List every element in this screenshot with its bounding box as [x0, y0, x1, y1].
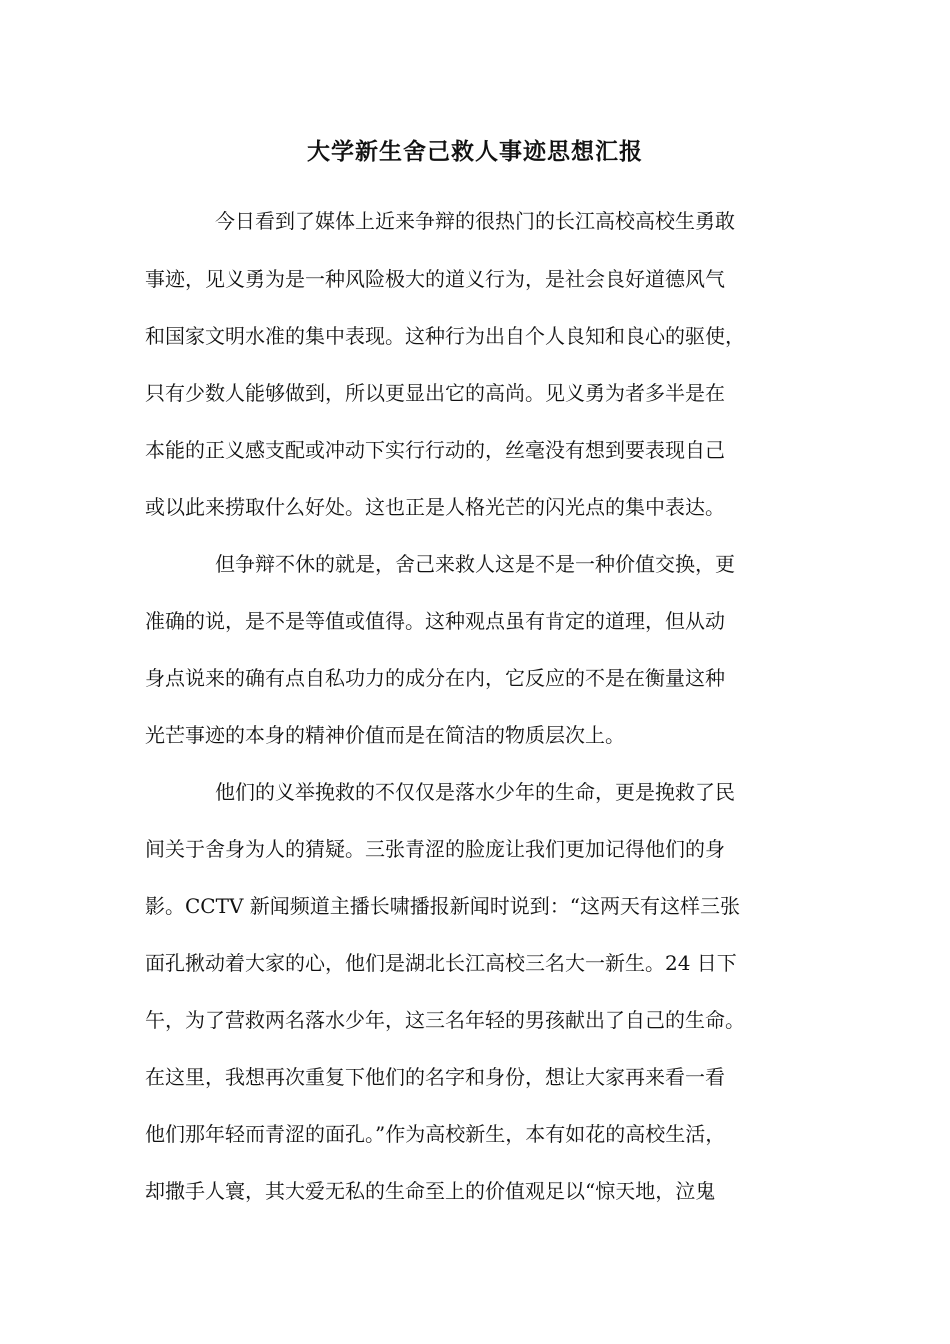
paragraph-line: 却撒手人寰，其大爱无私的生命至上的价值观足以“惊天地，泣鬼 — [145, 1179, 716, 1203]
paragraph-line: 只有少数人能够做到，所以更显出它的高尚。见义勇为者多半是在 — [145, 381, 725, 405]
paragraph-line: 或以此来捞取什么好处。这也正是人格光芒的闪光点的集中表达。 — [145, 495, 725, 519]
paragraph-line: 间关于舍身为人的猜疑。三张青涩的脸庞让我们更加记得他们的身 — [145, 837, 725, 861]
paragraph-line: 光芒事迹的本身的精神价值而是在简洁的物质层次上。 — [145, 723, 625, 747]
paragraph-line: 影。CCTV 新闻频道主播长啸播报新闻时说到：“这两天有这样三张 — [145, 894, 740, 918]
paragraph-line: 和国家文明水准的集中表现。这种行为出自个人良知和良心的驱使， — [145, 324, 745, 348]
paragraph-line: 面孔揪动着大家的心，他们是湖北长江高校三名大一新生。24 日下 — [145, 951, 737, 975]
paragraph-line: 但争辩不休的就是，舍己来救人这是不是一种价值交换，更 — [215, 552, 735, 576]
paragraph-line: 本能的正义感支配或冲动下实行行动的，丝毫没有想到要表现自己 — [145, 438, 725, 462]
paragraph-line: 身点说来的确有点自私功力的成分在内，它反应的不是在衡量这种 — [145, 666, 725, 690]
paragraph-line: 今日看到了媒体上近来争辩的很热门的长江高校高校生勇敢 — [215, 209, 735, 233]
paragraph-line: 事迹，见义勇为是一种风险极大的道义行为，是社会良好道德风气 — [145, 267, 725, 291]
document-title: 大学新生舍己救人事迹思想汇报 — [307, 138, 643, 165]
paragraph-line: 在这里，我想再次重复下他们的名字和身份，想让大家再来看一看 — [145, 1065, 725, 1089]
paragraph-line: 午，为了营救两名落水少年，这三名年轻的男孩献出了自己的生命。 — [145, 1008, 745, 1032]
paragraph-line: 他们那年轻而青涩的面孔。”作为高校新生，本有如花的高校生活， — [145, 1122, 726, 1146]
paragraph-line: 准确的说，是不是等值或值得。这种观点虽有肯定的道理，但从动 — [145, 609, 725, 633]
paragraph-line: 他们的义举挽救的不仅仅是落水少年的生命，更是挽救了民 — [215, 780, 735, 804]
